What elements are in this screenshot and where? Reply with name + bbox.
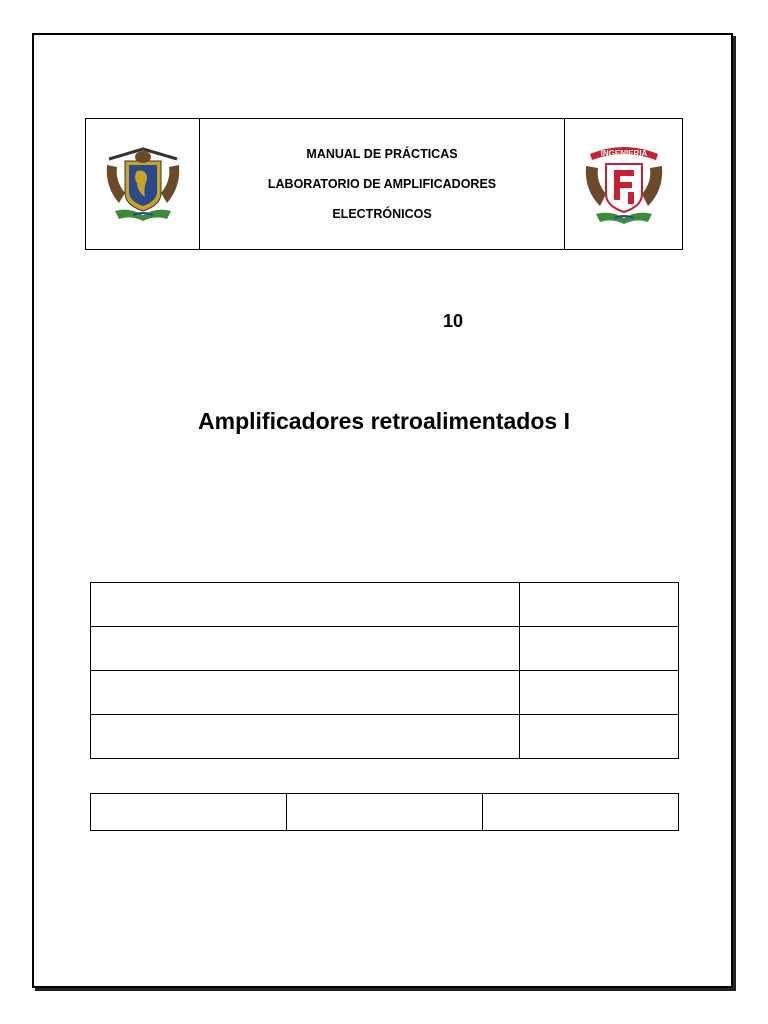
table-row [91,794,679,831]
table-row [91,627,679,671]
signature-cell[interactable] [287,794,483,831]
info-cell[interactable] [91,671,520,715]
info-cell[interactable] [520,715,679,759]
signature-table [90,793,679,831]
logo-cell-left [86,119,200,249]
signature-cell[interactable] [483,794,679,831]
header-line-2: LABORATORIO DE AMPLIFICADORES [267,177,497,191]
table-row [91,671,679,715]
table-row [91,583,679,627]
ingenieria-logo-text: INGENIERIA [600,149,647,158]
table-row [91,715,679,759]
info-cell[interactable] [91,627,520,671]
signature-cell[interactable] [91,794,287,831]
info-cell[interactable] [91,583,520,627]
unam-seal-logo [103,141,183,227]
header-line-1: MANUAL DE PRÁCTICAS [306,147,458,161]
info-cell[interactable] [520,583,679,627]
ingenieria-seal-logo [582,138,666,230]
info-table [90,582,679,759]
logo-cell-right [564,119,682,249]
header-line-3: ELECTRÓNICOS [332,207,432,221]
info-cell[interactable] [91,715,520,759]
info-cell[interactable] [520,627,679,671]
practice-title: Amplificadores retroalimentados I [198,408,570,434]
info-cell[interactable] [520,671,679,715]
practice-number: 10 [443,311,464,331]
header-title-cell [200,119,564,249]
document-header [85,118,683,250]
